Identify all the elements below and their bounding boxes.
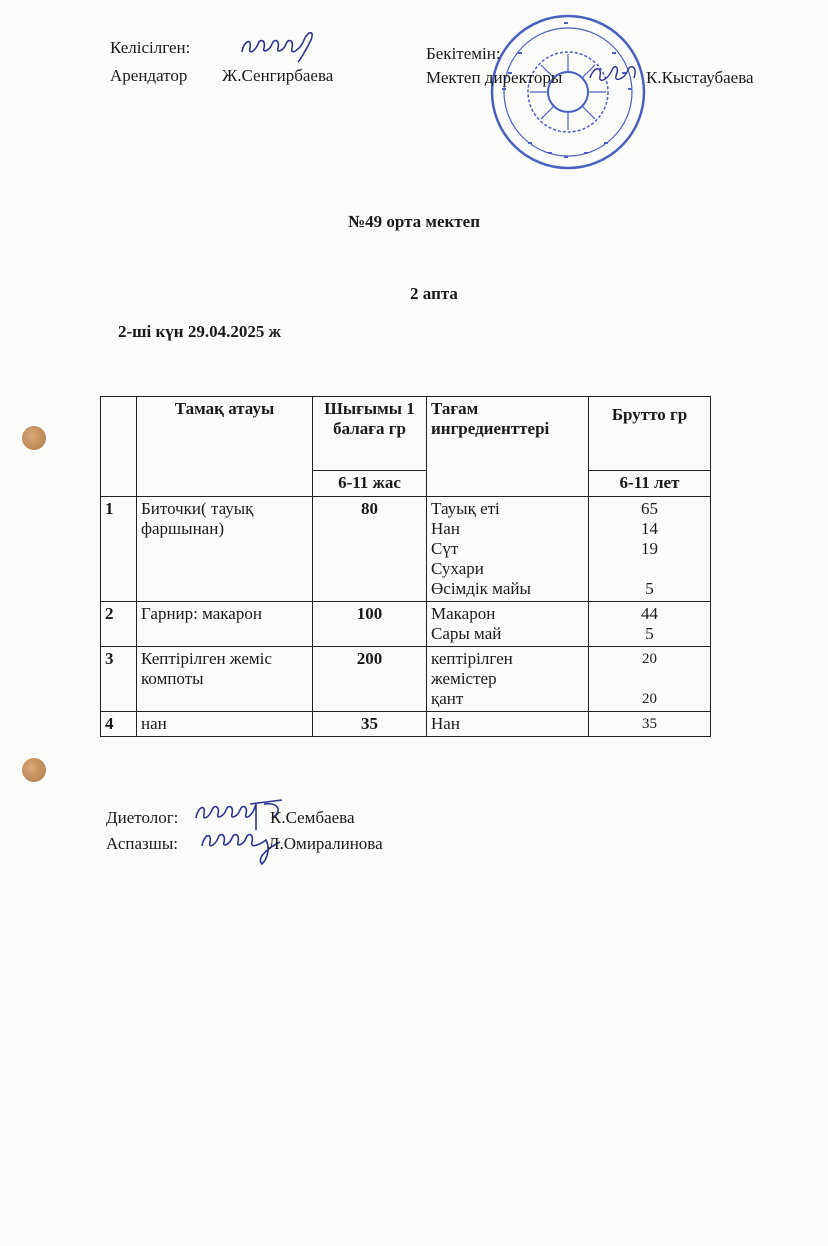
gross-value: 5 (645, 624, 654, 643)
dish-yield: 200 (313, 647, 427, 712)
gross-value: 19 (641, 539, 658, 558)
ingredient: Макарон (431, 604, 496, 623)
gross-value: 35 (642, 716, 657, 732)
dish-name: Гарнир: макарон (137, 602, 313, 647)
dietitian-label: Диетолог: (106, 808, 179, 827)
dish-yield: 80 (313, 497, 427, 602)
row-number: 1 (101, 497, 137, 602)
ingredient-list (427, 647, 589, 712)
dish-yield: 100 (313, 602, 427, 647)
gross-list (589, 647, 711, 712)
row-number: 3 (101, 647, 137, 712)
table-header-row (101, 397, 711, 471)
gross-value (593, 669, 706, 689)
punch-hole-top (22, 426, 46, 450)
gross-list (589, 602, 711, 647)
yield-header: Шығымы 1 балаға гр (313, 397, 427, 471)
tenant-label: Арендатор (110, 66, 188, 85)
dish-yield: 35 (313, 712, 427, 737)
ingredient: Нан (431, 714, 460, 733)
table-row (101, 497, 711, 602)
agreed-label: Келісілген: (110, 38, 191, 57)
ingredient: Өсімдік майы (431, 579, 531, 598)
gross-value: 65 (641, 499, 658, 518)
num-header-cell (101, 397, 137, 497)
menu-table (100, 396, 711, 737)
cook-label: Аспазшы: (106, 834, 178, 853)
dish-name: Кептірілген жеміс компоты (137, 647, 313, 712)
gross-value: 20 (642, 651, 657, 667)
ingredient-list (427, 712, 589, 737)
ingredient: Нан (431, 519, 460, 538)
dish-name: Биточки( тауық фаршынан) (137, 497, 313, 602)
ingredient: Тауық еті (431, 499, 500, 518)
ingredient: Сары май (431, 624, 502, 643)
director-label: Мектеп директоры (426, 68, 563, 87)
ingredient: жемістер (431, 669, 497, 688)
name-header: Тамақ атауы (137, 397, 313, 497)
gross-header: Брутто гр (589, 397, 711, 471)
day-line: 2-ші күн 29.04.2025 ж (118, 322, 281, 341)
gross-list (589, 712, 711, 737)
gross-age-header: 6-11 лет (589, 471, 711, 497)
ingredient: Сүт (431, 539, 459, 558)
tenant-signature (238, 26, 322, 64)
dish-name: нан (137, 712, 313, 737)
gross-list (589, 497, 711, 602)
gross-value: 44 (641, 604, 658, 623)
ingredient: кептірілген (431, 649, 513, 668)
ingredient: қант (431, 689, 464, 708)
week-title: 2 апта (410, 284, 458, 303)
cook-name: Л.Омиралинова (268, 834, 383, 853)
ingredient-list (427, 602, 589, 647)
table-row (101, 647, 711, 712)
school-title: №49 орта мектеп (348, 212, 480, 231)
gross-value (593, 559, 706, 579)
school-seal (488, 12, 648, 172)
gross-value: 14 (641, 519, 658, 538)
director-name: К.Кыстаубаева (646, 68, 754, 87)
ingredient-list (427, 497, 589, 602)
ingredients-header: Тағам ингредиенттері (427, 397, 589, 497)
punch-hole-bottom (22, 758, 46, 782)
row-number: 2 (101, 602, 137, 647)
tenant-name: Ж.Сенгирбаева (222, 66, 334, 85)
dietitian-name: К.Сембаева (270, 808, 355, 827)
table-row (101, 602, 711, 647)
gross-value: 20 (642, 691, 657, 707)
approved-label: Бекітемін: (426, 44, 501, 63)
director-signature (586, 58, 642, 90)
table-row (101, 712, 711, 737)
yield-age-header: 6-11 жас (313, 471, 427, 497)
row-number: 4 (101, 712, 137, 737)
gross-value: 5 (645, 579, 654, 598)
ingredient: Сухари (431, 559, 484, 578)
